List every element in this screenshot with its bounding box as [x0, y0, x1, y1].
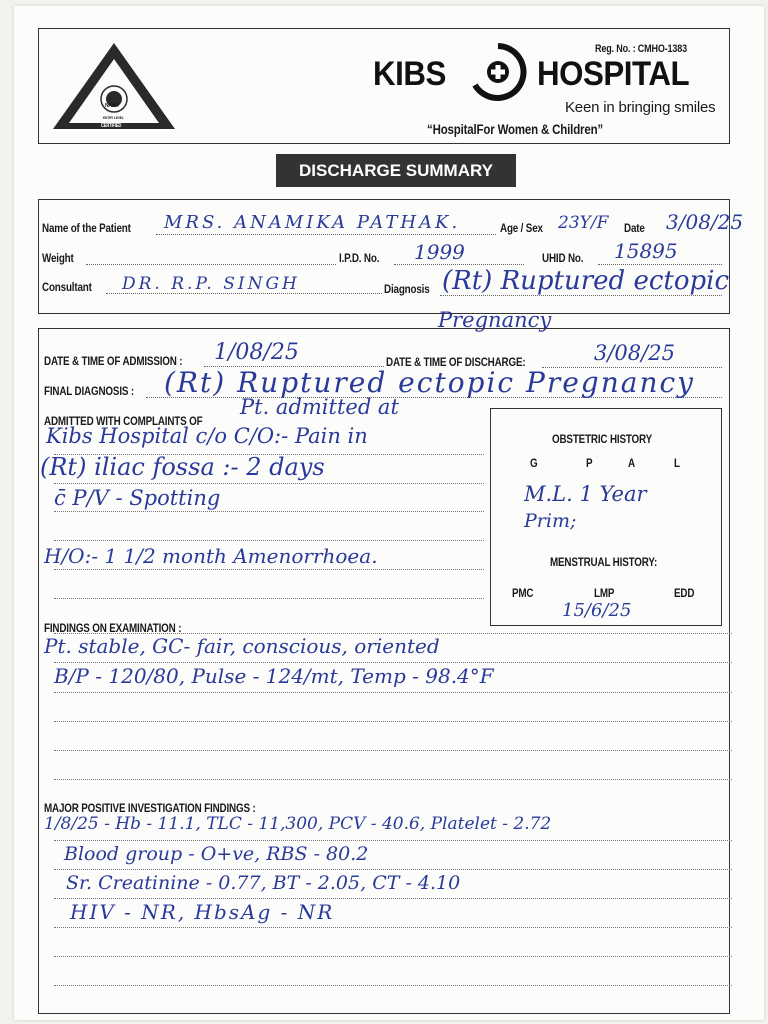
menstrual-edd: EDD [674, 586, 695, 600]
reg-number: Reg. No. : CMHO-1383 [595, 43, 687, 55]
findings-line-2: B/P - 120/80, Pulse - 124/mt, Temp - 98.4°F [54, 664, 494, 688]
patient-name-value: MRS. ANAMIKA PATHAK. [164, 212, 461, 233]
final-diagnosis-value: (Rt) Ruptured ectopic Pregnancy [164, 366, 695, 399]
header-box [38, 28, 730, 144]
menstrual-pmc: PMC [512, 586, 534, 600]
investigation-label: MAJOR POSITIVE INVESTIGATION FINDINGS : [44, 801, 256, 815]
obstetric-note-2: Prim; [524, 510, 577, 532]
complaints-label: ADMITTED WITH COMPLAINTS OF [44, 414, 203, 428]
complaint-line-2: Kibs Hospital c/o C/O:- Pain in [46, 424, 368, 448]
complaint-line-1: Pt. admitted at [240, 395, 399, 419]
investigation-line-4: HIV - NR, HbsAg - NR [70, 900, 335, 924]
gpal-p: P [586, 456, 593, 470]
consultant-value: DR. R.P. SINGH [122, 274, 300, 294]
obstetric-note-1: M.L. 1 Year [524, 482, 647, 506]
form-title: DISCHARGE SUMMARY [276, 154, 516, 187]
age-sex-value: 23Y/F [558, 213, 609, 233]
brand-hospital: HOSPITAL [537, 55, 690, 93]
ipd-label: I.P.D. No. [339, 251, 380, 265]
admission-value: 1/08/25 [214, 340, 299, 365]
final-diagnosis-label: FINAL DIAGNOSIS : [44, 384, 134, 398]
menstrual-history-title: MENSTRUAL HISTORY: [550, 555, 658, 569]
menstrual-lmp: LMP [594, 586, 615, 600]
consultant-label: Consultant [42, 280, 92, 294]
investigation-line-2: Blood group - O+ve, RBS - 80.2 [64, 843, 369, 865]
hospital-cross-icon [469, 43, 527, 101]
diagnosis-value-line2: Pregnancy [438, 308, 552, 332]
brand-kibs: KIBS [373, 55, 446, 93]
motto: “HospitalFor Women & Children” [427, 121, 604, 137]
discharge-label: DATE & TIME OF DISCHARGE: [386, 355, 526, 369]
logo-center-text: NABH [105, 103, 119, 109]
findings-label: FINDINGS ON EXAMINATION : [44, 621, 182, 635]
investigation-line-1: 1/8/25 - Hb - 11.1, TLC - 11,300, PCV - 40.6, Platelet - 2.72 [44, 814, 552, 834]
date-value: 3/08/25 [666, 210, 744, 234]
discharge-summary-page [14, 6, 764, 1020]
uhid-value: 15895 [614, 239, 678, 263]
obstetric-history-title: OBSTETRIC HISTORY [552, 432, 653, 446]
gpal-l: L [674, 456, 680, 470]
diagnosis-value-line1: (Rt) Ruptured ectopic [442, 266, 730, 296]
investigation-line-3: Sr. Creatinine - 0.77, BT - 2.05, CT - 4.10 [66, 872, 461, 894]
logo-sub-text: ENTRY LEVEL [103, 115, 124, 120]
gpal-g: G [530, 456, 538, 470]
tagline: Keen in bringing smiles [565, 99, 716, 116]
weight-label: Weight [42, 251, 74, 265]
admission-label: DATE & TIME OF ADMISSION : [44, 354, 183, 368]
logo-certified-text: CERTIFIED [101, 123, 122, 129]
age-sex-label: Age / Sex [500, 221, 543, 235]
patient-name-label: Name of the Patient [42, 221, 131, 235]
date-label: Date [624, 221, 645, 235]
gpal-a: A [628, 456, 635, 470]
lmp-value: 15/6/25 [562, 600, 632, 621]
complaint-line-5: H/O:- 1 1/2 month Amenorrhoea. [44, 544, 378, 568]
complaint-line-3: (Rt) iliac fossa :- 2 days [40, 453, 325, 481]
complaint-line-4: c̄ P/V - Spotting [54, 486, 221, 510]
findings-line-1: Pt. stable, GC- fair, conscious, oriented [44, 634, 440, 658]
diagnosis-label: Diagnosis [384, 282, 430, 296]
discharge-value: 3/08/25 [594, 341, 675, 365]
uhid-label: UHID No. [542, 251, 584, 265]
ipd-value: 1999 [414, 240, 465, 264]
